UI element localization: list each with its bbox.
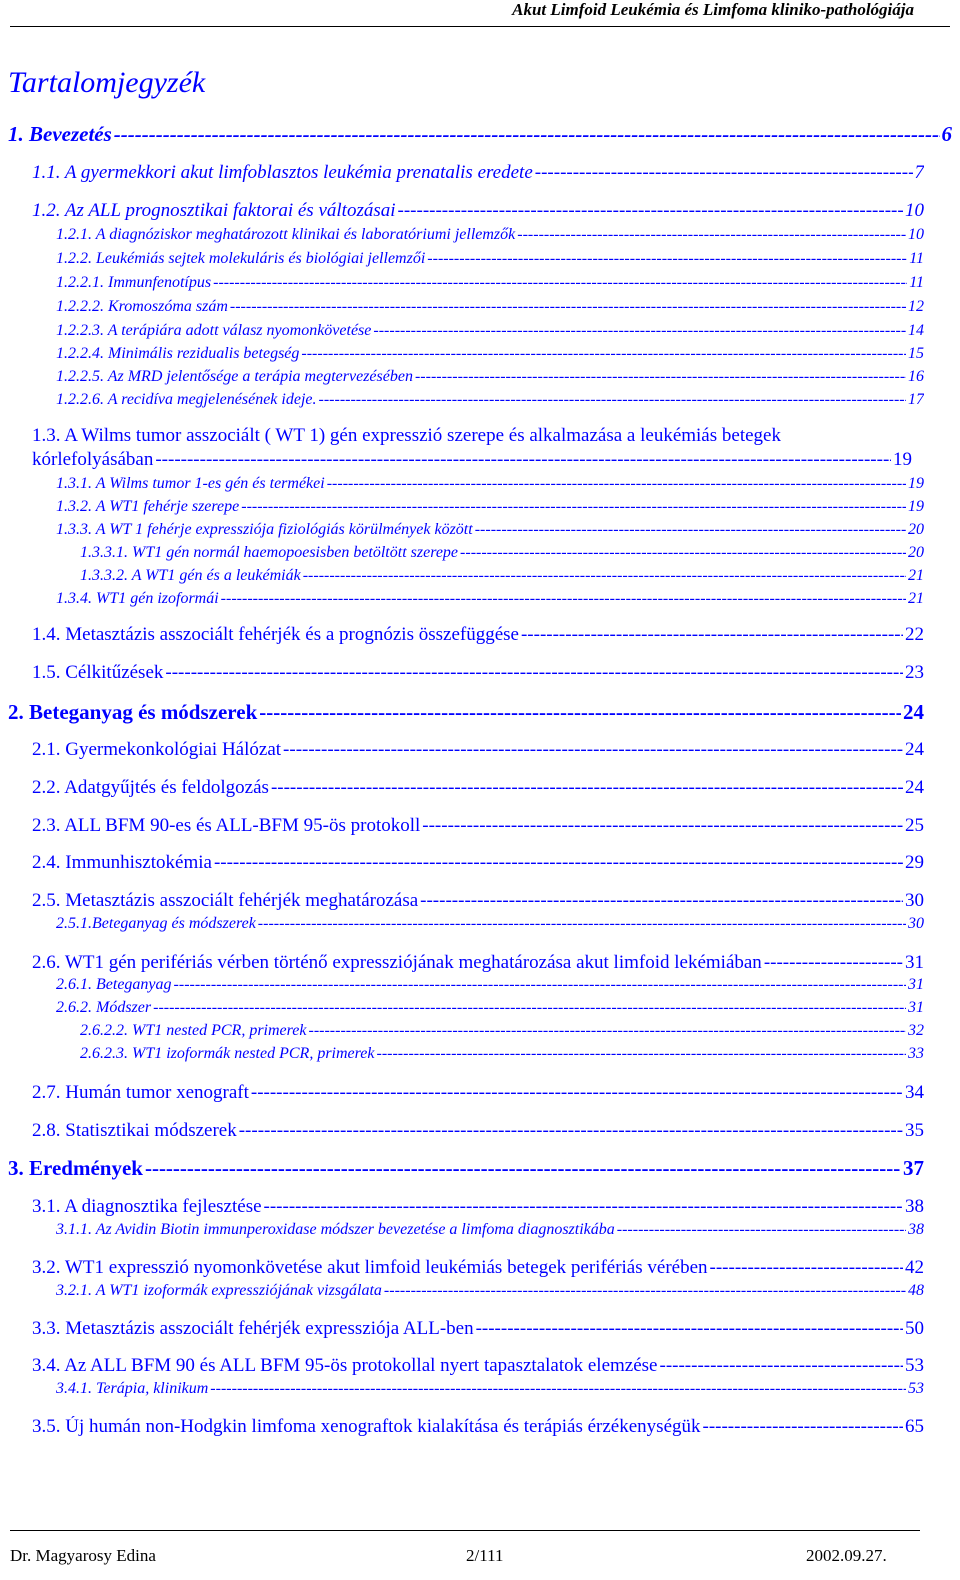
- toc-entry-page: 21: [908, 567, 924, 584]
- toc-entry-label: 3. Eredmények: [8, 1156, 143, 1180]
- toc-entry-label: 2.2. Adatgyűjtés és feldolgozás: [32, 777, 269, 798]
- toc-entry-page: 24: [903, 700, 924, 724]
- toc-entry-page: 10: [905, 200, 924, 221]
- toc-entry-1-5[interactable]: [32, 662, 924, 684]
- dot-leader: [398, 200, 903, 222]
- toc-entry-3-4-1[interactable]: [56, 1380, 924, 1398]
- toc-entry-page: 65: [905, 1416, 924, 1437]
- toc-entry-page: 53: [905, 1355, 924, 1376]
- dot-leader: [460, 544, 906, 562]
- toc-entry-label: 1.2.2.5. Az MRD jelentősége a terápia megtervezésében: [56, 368, 413, 385]
- toc-entry-1-2-2-2[interactable]: [56, 298, 924, 316]
- toc-entry-label: 1.2.1. A diagnóziskor meghatározott klinikai és laboratóriumi jellemzők: [56, 226, 516, 243]
- toc-entry-1-2-1[interactable]: [56, 226, 924, 244]
- toc-title: Tartalomjegyzék: [8, 66, 206, 99]
- toc-entry-label: 1.3.3. A WT 1 fehérje expressziója fiziológiás körülmények között: [56, 521, 473, 538]
- dot-leader: [319, 391, 907, 409]
- dot-leader: [764, 952, 903, 974]
- dot-leader: [213, 274, 907, 292]
- dot-leader: [384, 1282, 906, 1300]
- dot-leader: [308, 1022, 906, 1040]
- dot-leader: [210, 1380, 906, 1398]
- dot-leader: [165, 662, 903, 684]
- toc-entry-2-3[interactable]: [32, 815, 924, 837]
- toc-entry-2-6-1[interactable]: [56, 976, 924, 994]
- toc-entry-label: 1.3.2. A WT1 fehérje szerepe: [56, 498, 240, 515]
- dot-leader: [221, 590, 906, 608]
- toc-entry-page: 25: [905, 815, 924, 836]
- dot-leader: [415, 368, 906, 386]
- dot-leader: [617, 1221, 906, 1239]
- toc-entry-1-2-2-3[interactable]: [56, 322, 924, 340]
- toc-entry-page: 17: [908, 391, 924, 408]
- toc-entry-label: 1.1. A gyermekkori akut limfoblasztos leukémia prenatalis eredete: [32, 162, 533, 183]
- toc-entry-2-6-2-2[interactable]: [80, 1022, 924, 1040]
- toc-entry-1-2-2[interactable]: [56, 250, 924, 268]
- toc-entry-1-3-3[interactable]: [56, 521, 924, 539]
- toc-entry-label: 1.3.3.2. A WT1 gén és a leukémiák: [80, 567, 301, 584]
- dot-leader: [420, 890, 903, 912]
- toc-entry-label: 3.5. Új humán non-Hodgkin limfoma xenograftok kialakítása és terápiás érzékenységük: [32, 1416, 701, 1437]
- toc-entry-2-4[interactable]: [32, 852, 924, 874]
- header-title: Akut Limfoid Leukémia és Limfoma kliniko-pathológiája: [512, 0, 914, 19]
- toc-entry-label: 2.1. Gyermekonkológiai Hálózat: [32, 739, 282, 760]
- toc-entry-3[interactable]: [8, 1156, 924, 1181]
- dot-leader: [521, 624, 903, 646]
- toc-entry-label: 1.2.2.1. Immunfenotípus: [56, 274, 212, 291]
- toc-entry-2-6-2[interactable]: [56, 999, 924, 1017]
- toc-entry-page: 32: [908, 1022, 924, 1039]
- toc-entry-page: 31: [905, 952, 924, 973]
- toc-entry-label: 2.6.1. Beteganyag: [56, 976, 172, 993]
- toc-entry-page: 34: [905, 1082, 924, 1103]
- toc-entry-label: 3.3. Metasztázis asszociált fehérjék expressziója ALL-ben: [32, 1318, 474, 1339]
- toc-entry-1-1[interactable]: [32, 162, 924, 184]
- toc-entry-page: 23: [905, 662, 924, 683]
- toc-entry-label: 1.5. Célkitűzések: [32, 662, 164, 683]
- toc-entry-label: 3.2. WT1 expresszió nyomonkövetése akut limfoid leukémiás betegek perifériás vérében: [32, 1257, 708, 1278]
- toc-entry-label: 1.2.2.6. A recidíva megjelenésének ideje.: [56, 391, 317, 408]
- toc-entry-label: 1. Bevezetés: [8, 122, 112, 146]
- toc-entry-page: 19: [893, 449, 912, 470]
- page-header: [10, 0, 950, 27]
- toc-entry-label: 2.6. WT1 gén perifériás vérben történő expressziójának meghatározása akut limfoid lekémiában: [32, 952, 762, 973]
- toc-entry-label: 1.3.1. A Wilms tumor 1-es gén és termékei: [56, 475, 325, 492]
- dot-leader: [264, 1196, 903, 1218]
- toc-entry-label: 1.2.2.3. A terápiára adott válasz nyomonkövetése: [56, 322, 372, 339]
- toc-entry-label: 2.5. Metasztázis asszociált fehérjék meghatározása: [32, 890, 419, 911]
- toc-entry-label: 3.1. A diagnosztika fejlesztése: [32, 1196, 262, 1217]
- dot-leader: [283, 739, 903, 761]
- toc-entry-1-3-1[interactable]: [56, 475, 924, 493]
- toc-entry-1-3[interactable]: [32, 424, 912, 472]
- toc-entry-page: 14: [908, 322, 924, 339]
- toc-entry-page: 15: [908, 345, 924, 362]
- toc-entry-1-3-continuation: [32, 448, 912, 472]
- toc-entry-page: 30: [908, 915, 924, 932]
- toc-entry-label: 3.4.1. Terápia, klinikum: [56, 1380, 209, 1397]
- dot-leader: [258, 915, 906, 933]
- dot-leader: [251, 1082, 903, 1104]
- toc-entry-label: 2.4. Immunhisztokémia: [32, 852, 212, 873]
- dot-leader: [475, 521, 906, 539]
- dot-leader: [155, 448, 891, 472]
- dot-leader: [660, 1355, 904, 1377]
- dot-leader: [303, 567, 906, 585]
- toc-entry-label: 1.2. Az ALL prognosztikai faktorai és változásai: [32, 200, 396, 221]
- toc-entry-label: 1.2.2.2. Kromoszóma szám: [56, 298, 228, 315]
- toc-entry-2-2[interactable]: [32, 777, 924, 799]
- page-footer: [0, 1530, 960, 1580]
- toc-entry-page: 11: [909, 274, 924, 291]
- toc-entry-1-2-2-4[interactable]: [56, 345, 924, 363]
- toc-entry-page: 24: [905, 739, 924, 760]
- dot-leader: [271, 777, 903, 799]
- dot-leader: [114, 122, 940, 147]
- dot-leader: [373, 322, 906, 340]
- toc-entry-label: 2.8. Statisztikai módszerek: [32, 1120, 237, 1141]
- toc-entry-label: 2.6.2.3. WT1 izoformák nested PCR, primerek: [80, 1045, 375, 1062]
- toc-entry-page: 11: [909, 250, 924, 267]
- toc-entry-page: 48: [908, 1282, 924, 1299]
- toc-entry-page: 20: [908, 544, 924, 561]
- toc-entry-page: 42: [905, 1257, 924, 1278]
- toc-entry-page: 19: [908, 475, 924, 492]
- toc-entry-page: 22: [905, 624, 924, 645]
- toc-entry-label: 2.6.2.2. WT1 nested PCR, primerek: [80, 1022, 307, 1039]
- toc-entry-2[interactable]: [8, 700, 924, 725]
- toc-entry-label: 3.1.1. Az Avidin Biotin immunperoxidase módszer bevezetése a limfoma diagnosztikába: [56, 1221, 615, 1238]
- toc-entry-page: 53: [908, 1380, 924, 1397]
- dot-leader: [174, 976, 906, 994]
- toc-entry-1-3-2[interactable]: [56, 498, 924, 516]
- toc-entry-3-1-1[interactable]: [56, 1221, 924, 1239]
- toc-entry-page: 33: [908, 1045, 924, 1062]
- footer-divider: [10, 1530, 920, 1531]
- toc-entry-page: 6: [941, 122, 952, 146]
- dot-leader: [703, 1416, 904, 1438]
- toc-entry-3-2-1[interactable]: [56, 1282, 924, 1300]
- dot-leader: [153, 999, 906, 1017]
- toc-entry-label: 2. Beteganyag és módszerek: [8, 700, 258, 724]
- toc-entry-label: 1.2.2. Leukémiás sejtek molekuláris és biológiai jellemzői: [56, 250, 426, 267]
- dot-leader: [259, 700, 901, 725]
- toc-entry-page: 31: [908, 999, 924, 1016]
- dot-leader: [710, 1257, 903, 1279]
- toc-entry-2-7[interactable]: [32, 1082, 924, 1104]
- toc-entry-1-4[interactable]: [32, 624, 924, 646]
- toc-entry-3-2[interactable]: [32, 1257, 924, 1279]
- toc-entry-2-5[interactable]: [32, 890, 924, 912]
- toc-entry-2-5-1[interactable]: [56, 915, 924, 933]
- toc-entry-label-continuation: kórlefolyásában: [32, 449, 154, 470]
- dot-leader: [476, 1318, 903, 1340]
- toc-entry-2-6[interactable]: [32, 952, 924, 974]
- dot-leader: [301, 345, 906, 363]
- toc-entry-page: 16: [908, 368, 924, 385]
- dot-leader: [239, 1120, 903, 1142]
- toc-entry-page: 19: [908, 498, 924, 515]
- toc-entry-3-4[interactable]: [32, 1355, 924, 1377]
- toc-entry-page: 29: [905, 852, 924, 873]
- toc-entry-page: 35: [905, 1120, 924, 1141]
- toc-entry-1-2-2-5[interactable]: [56, 368, 924, 386]
- toc-entry-page: 20: [908, 521, 924, 538]
- toc-entry-1-2[interactable]: [32, 200, 924, 222]
- dot-leader: [517, 226, 906, 244]
- toc-entry-1-2-2-6[interactable]: [56, 391, 924, 409]
- toc-entry-page: 50: [905, 1318, 924, 1339]
- toc-entry-label: 2.5.1.Beteganyag és módszerek: [56, 915, 256, 932]
- toc-entry-1-2-2-1[interactable]: [56, 274, 924, 292]
- toc-entry-label: 3.4. Az ALL BFM 90 és ALL BFM 95-ös protokollal nyert tapasztalatok elemzése: [32, 1355, 658, 1376]
- toc-entry-page: 10: [908, 226, 924, 243]
- toc-entry-2-1[interactable]: [32, 739, 924, 761]
- toc-entry-label: 1.3.3.1. WT1 gén normál haemopoesisben betöltött szerepe: [80, 544, 459, 561]
- toc-entry-1[interactable]: [8, 122, 952, 147]
- toc-entry-label: 1.3.4. WT1 gén izoformái: [56, 590, 219, 607]
- dot-leader: [535, 162, 913, 184]
- dot-leader: [230, 298, 906, 316]
- toc-entry-page: 31: [908, 976, 924, 993]
- footer-date: 2002.09.27.: [806, 1546, 887, 1565]
- dot-leader: [145, 1156, 901, 1181]
- dot-leader: [422, 815, 903, 837]
- toc-entry-label: 3.2.1. A WT1 izoformák expressziójának vizsgálata: [56, 1282, 382, 1299]
- toc-entry-page: 21: [908, 590, 924, 607]
- toc-entry-1-3-3-1[interactable]: [80, 544, 924, 562]
- toc-entry-label: 1.2.2.4. Minimális rezidualis betegség: [56, 345, 300, 362]
- toc-entry-2-6-2-3[interactable]: [80, 1045, 924, 1063]
- toc-entry-3-3[interactable]: [32, 1318, 924, 1340]
- dot-leader: [241, 498, 906, 516]
- toc-entry-page: 38: [905, 1196, 924, 1217]
- dot-leader: [427, 250, 907, 268]
- toc-entry-label: 2.6.2. Módszer: [56, 999, 152, 1016]
- toc-entry-label: 1.4. Metasztázis asszociált fehérjék és a prognózis összefüggése: [32, 624, 519, 645]
- toc-entry-page: 24: [905, 777, 924, 798]
- toc-entry-3-5[interactable]: [32, 1416, 924, 1438]
- footer-author: Dr. Magyarosy Edina: [10, 1546, 156, 1565]
- dot-leader: [214, 852, 903, 874]
- toc-entry-label: 2.7. Humán tumor xenograft: [32, 1082, 249, 1103]
- toc-entry-label: 1.3. A Wilms tumor asszociált ( WT 1) gén expresszió szerepe és alkalmazása a leukémiás betegek: [32, 425, 781, 446]
- footer-page-number: 2/111: [466, 1546, 504, 1565]
- toc-entry-page: 37: [903, 1156, 924, 1180]
- toc-entry-page: 7: [914, 162, 924, 183]
- toc-entry-label: 2.3. ALL BFM 90-es és ALL-BFM 95-ös protokoll: [32, 815, 421, 836]
- toc-entry-1-3-3-2[interactable]: [80, 567, 924, 585]
- dot-leader: [376, 1045, 906, 1063]
- dot-leader: [327, 475, 906, 493]
- toc-entry-page: 38: [908, 1221, 924, 1238]
- toc-entry-2-8[interactable]: [32, 1120, 924, 1142]
- toc-entry-3-1[interactable]: [32, 1196, 924, 1218]
- toc-entry-page: 30: [905, 890, 924, 911]
- toc-entry-1-3-4[interactable]: [56, 590, 924, 608]
- toc-entry-page: 12: [908, 298, 924, 315]
